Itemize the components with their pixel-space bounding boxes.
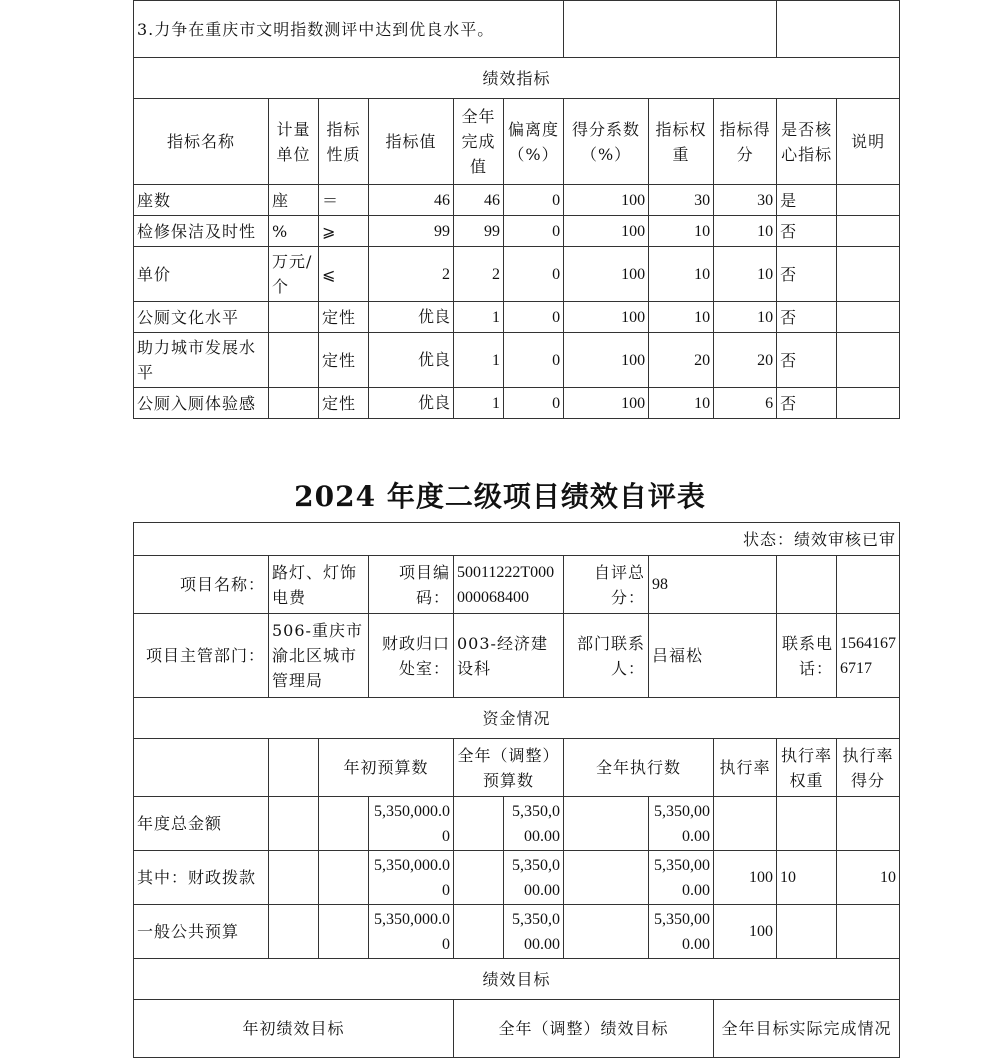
funds-exec-rate: [714, 797, 777, 851]
performance-indicator-table: [133, 0, 900, 419]
section-title: 绩效指标: [134, 58, 900, 99]
self-score-label: 自评总分：: [564, 556, 649, 614]
funds-adjusted: 5,350,000.00: [504, 905, 564, 959]
indicator-coef: 100: [564, 333, 649, 388]
funds-exec-rate: 100: [714, 851, 777, 905]
funds-executed: 5,350,000.00: [649, 851, 714, 905]
indicator-score: 10: [714, 302, 777, 333]
indicator-coef: 100: [564, 216, 649, 247]
indicator-target: 优良: [369, 302, 454, 333]
funds-exec-rate-score: [837, 797, 900, 851]
header-executed: 全年执行数: [564, 739, 714, 797]
header-target-value: 指标值: [369, 99, 454, 185]
header-deviation: 偏离度（%）: [504, 99, 564, 185]
indicator-note: [837, 302, 900, 333]
funds-initial: 5,350,000.00: [369, 851, 454, 905]
header-adjusted-budget: 全年（调整）预算数: [454, 739, 564, 797]
indicator-actual: 1: [454, 333, 504, 388]
header-unit: 计量单位: [269, 99, 319, 185]
indicator-nature: ⩽: [319, 247, 369, 302]
empty-cell: [269, 739, 319, 797]
indicator-actual: 1: [454, 302, 504, 333]
indicator-note: [837, 333, 900, 388]
indicator-core: 否: [777, 388, 837, 419]
indicator-name: 座数: [134, 185, 269, 216]
indicator-deviation: 0: [504, 247, 564, 302]
empty-cell: [269, 905, 319, 959]
indicator-nature: 定性: [319, 302, 369, 333]
header-is-core: 是否核心指标: [777, 99, 837, 185]
indicator-unit: 万元/个: [269, 247, 319, 302]
table-row: [134, 302, 900, 333]
indicator-target: 46: [369, 185, 454, 216]
funds-row: [134, 905, 900, 959]
indicator-coef: 100: [564, 185, 649, 216]
table-row: [134, 333, 900, 388]
indicator-note: [837, 388, 900, 419]
indicator-unit: [269, 302, 319, 333]
self-score-value: 98: [649, 556, 777, 614]
funds-row-label: 一般公共预算: [134, 905, 269, 959]
header-score-coef: 得分系数（%）: [564, 99, 649, 185]
indicator-weight: 10: [649, 216, 714, 247]
indicator-core: 否: [777, 247, 837, 302]
header-exec-rate-weight: 执行率权重: [777, 739, 837, 797]
indicator-deviation: 0: [504, 302, 564, 333]
phone-value: 15641676717: [837, 614, 900, 698]
project-code-value: 50011222T000000068400: [454, 556, 564, 614]
header-actual-completion: 全年目标实际完成情况: [714, 1000, 900, 1058]
goals-section-title: 绩效目标: [134, 959, 900, 1000]
empty-cell: [564, 797, 649, 851]
contact-label: 部门联系人：: [564, 614, 649, 698]
empty-cell: [564, 905, 649, 959]
indicator-name: 检修保洁及时性: [134, 216, 269, 247]
empty-cell: [269, 797, 319, 851]
indicator-core: 否: [777, 216, 837, 247]
table-row: [134, 185, 900, 216]
indicator-target: 2: [369, 247, 454, 302]
header-exec-rate-score: 执行率得分: [837, 739, 900, 797]
indicator-nature: ⩾: [319, 216, 369, 247]
empty-cell: [454, 797, 504, 851]
indicator-unit: [269, 333, 319, 388]
funds-exec-rate-weight: [777, 797, 837, 851]
finance-label: 财政归口处室：: [369, 614, 454, 698]
project-self-evaluation-table: [133, 522, 900, 1058]
empty-cell: [777, 556, 837, 614]
empty-cell: [319, 905, 369, 959]
indicator-core: 是: [777, 185, 837, 216]
indicator-name: 公厕入厕体验感: [134, 388, 269, 419]
header-initial-goal: 年初绩效目标: [134, 1000, 454, 1058]
empty-cell: [454, 905, 504, 959]
indicator-score: 30: [714, 185, 777, 216]
indicator-deviation: 0: [504, 216, 564, 247]
indicator-core: 否: [777, 333, 837, 388]
phone-label: 联系电话：: [777, 614, 837, 698]
indicator-name: 公厕文化水平: [134, 302, 269, 333]
funds-row: [134, 851, 900, 905]
header-actual-value: 全年完成值: [454, 99, 504, 185]
indicator-score: 10: [714, 216, 777, 247]
indicator-actual: 46: [454, 185, 504, 216]
indicator-actual: 1: [454, 388, 504, 419]
empty-cell: [454, 851, 504, 905]
header-adjusted-goal: 全年（调整）绩效目标: [454, 1000, 714, 1058]
funds-adjusted: 5,350,000.00: [504, 851, 564, 905]
indicator-deviation: 0: [504, 185, 564, 216]
header-score: 指标得分: [714, 99, 777, 185]
indicator-deviation: 0: [504, 388, 564, 419]
indicator-note: [837, 185, 900, 216]
header-weight: 指标权重: [649, 99, 714, 185]
table-row: [134, 247, 900, 302]
header-initial-budget: 年初预算数: [319, 739, 454, 797]
indicator-unit: 座: [269, 185, 319, 216]
funds-executed: 5,350,000.00: [649, 905, 714, 959]
goal-text: 3.力争在重庆市文明指数测评中达到优良水平。: [134, 1, 564, 58]
indicator-coef: 100: [564, 388, 649, 419]
indicator-nature: 定性: [319, 388, 369, 419]
indicator-nature: 定性: [319, 333, 369, 388]
funds-row-label: 年度总金额: [134, 797, 269, 851]
indicator-coef: 100: [564, 247, 649, 302]
funds-row: [134, 797, 900, 851]
indicator-weight: 20: [649, 333, 714, 388]
indicator-score: 6: [714, 388, 777, 419]
dept-value: 506-重庆市渝北区城市管理局: [269, 614, 369, 698]
funds-exec-rate-weight: 10: [777, 851, 837, 905]
indicator-note: [837, 216, 900, 247]
indicator-deviation: 0: [504, 333, 564, 388]
indicator-score: 20: [714, 333, 777, 388]
funds-exec-rate-score: 10: [837, 851, 900, 905]
empty-cell: [134, 739, 269, 797]
indicator-target: 优良: [369, 388, 454, 419]
funds-exec-rate-score: [837, 905, 900, 959]
funds-adjusted: 5,350,000.00: [504, 797, 564, 851]
indicator-weight: 10: [649, 247, 714, 302]
indicator-actual: 99: [454, 216, 504, 247]
indicator-unit: [269, 388, 319, 419]
funds-exec-rate: 100: [714, 905, 777, 959]
funds-row-label: 其中：财政拨款: [134, 851, 269, 905]
header-note: 说明: [837, 99, 900, 185]
empty-cell: [564, 851, 649, 905]
indicator-target: 99: [369, 216, 454, 247]
page-title: 2024 年度二级项目绩效自评表: [294, 480, 706, 513]
indicator-target: 优良: [369, 333, 454, 388]
project-code-label: 项目编码：: [369, 556, 454, 614]
indicator-name: 单价: [134, 247, 269, 302]
empty-cell: [319, 851, 369, 905]
finance-value: 003-经济建设科: [454, 614, 564, 698]
goal-empty-cell: [564, 1, 777, 58]
project-name-label: 项目名称：: [134, 556, 269, 614]
indicator-unit: %: [269, 216, 319, 247]
table-row: [134, 216, 900, 247]
indicator-name: 助力城市发展水平: [134, 333, 269, 388]
header-exec-rate: 执行率: [714, 739, 777, 797]
empty-cell: [319, 797, 369, 851]
funds-executed: 5,350,000.00: [649, 797, 714, 851]
table-row: [134, 388, 900, 419]
indicator-nature: ＝: [319, 185, 369, 216]
project-name-value: 路灯、灯饰电费: [269, 556, 369, 614]
contact-value: 吕福松: [649, 614, 777, 698]
header-indicator-name: 指标名称: [134, 99, 269, 185]
funds-section-title: 资金情况: [134, 698, 900, 739]
indicator-weight: 30: [649, 185, 714, 216]
status-text: 状态：绩效审核已审: [134, 523, 900, 556]
funds-exec-rate-weight: [777, 905, 837, 959]
empty-cell: [837, 556, 900, 614]
indicator-score: 10: [714, 247, 777, 302]
indicator-actual: 2: [454, 247, 504, 302]
header-nature: 指标性质: [319, 99, 369, 185]
indicator-coef: 100: [564, 302, 649, 333]
goal-empty-cell: [777, 1, 900, 58]
funds-initial: 5,350,000.00: [369, 797, 454, 851]
empty-cell: [269, 851, 319, 905]
indicator-weight: 10: [649, 388, 714, 419]
indicator-note: [837, 247, 900, 302]
funds-initial: 5,350,000.00: [369, 905, 454, 959]
dept-label: 项目主管部门：: [134, 614, 269, 698]
indicator-core: 否: [777, 302, 837, 333]
indicator-weight: 10: [649, 302, 714, 333]
